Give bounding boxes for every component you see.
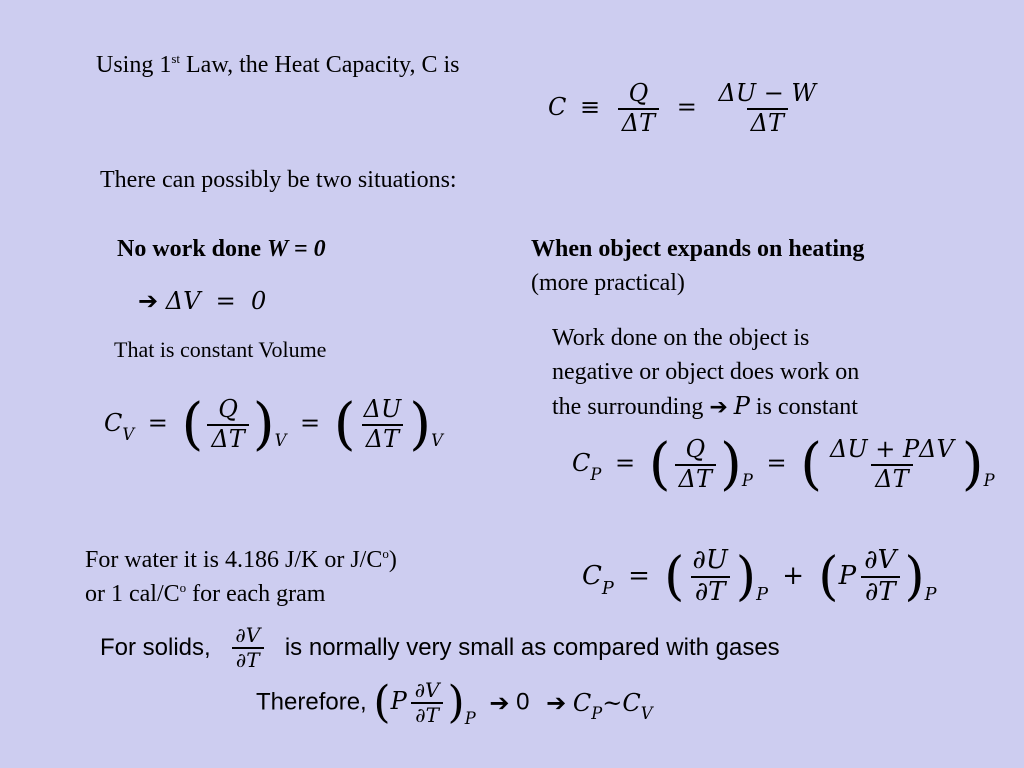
therefore-frac	[411, 679, 444, 727]
cp-frac-1	[675, 436, 716, 493]
cp2-f1-den: ∂T	[691, 576, 730, 608]
cp-f1-den: ΔT	[675, 464, 716, 494]
cv-lhs: C	[104, 409, 123, 437]
def-eq: =	[676, 93, 697, 122]
cp2-frac-1	[688, 546, 731, 608]
work-line-2: negative or object does work on	[552, 359, 860, 385]
constant-volume-text: That is constant Volume	[114, 337, 327, 362]
cv-f1-sub: V	[274, 430, 287, 450]
solids-post: is normally very small as compared with gases	[284, 634, 780, 661]
def-lhs: C	[548, 93, 567, 122]
left-heading-pre: No work done	[117, 236, 268, 262]
cv-f1-num: Q	[218, 394, 238, 423]
heat-capacity-definition	[548, 80, 824, 137]
water-l2-sup: o	[179, 580, 187, 595]
water-l2-post: for each gram	[186, 581, 326, 607]
work-line-3-post: is constant	[749, 394, 858, 420]
intro-pre: Using 1	[96, 52, 172, 78]
def-f2-den: ΔT	[747, 108, 788, 138]
cp2-f1-num: ∂U	[692, 545, 728, 575]
solids-frac-num: ∂V	[235, 623, 261, 647]
cp2-p: P	[838, 560, 857, 591]
def-frac-2	[715, 80, 821, 137]
cp-lhs: C	[572, 449, 591, 477]
therefore-result: C	[572, 688, 592, 717]
water-l1-post: )	[388, 547, 397, 573]
cv-frac-2	[360, 396, 406, 453]
cp2-lhs: C	[582, 560, 602, 591]
def-f2-num: ΔU − W	[718, 79, 817, 107]
cp2-lhs-sub: P	[601, 578, 614, 599]
therefore-zero: 0	[516, 688, 530, 716]
therefore-res2: C	[622, 688, 641, 717]
delta-v-zero	[138, 287, 266, 315]
cv-eq-2: =	[300, 409, 321, 437]
cv-equation: $C_V$ = ( $\frac{Q}{\Delta T}$ )$_V$ = ( $\frac{\Delta U}{\Delta T}$ )$_V$	[104, 392, 443, 457]
intro-text	[96, 42, 459, 82]
cp2-f2-sub: P	[924, 584, 937, 605]
therefore-res-sub1: P	[591, 704, 603, 724]
cp-equation: $C_P$ = ( $\frac{Q}{\Delta T}$ )$_P$ = ( $\frac{\text{ΔU + PΔV}}{\Delta T}$ )$_P$	[572, 432, 995, 497]
intro-sup: st	[171, 51, 181, 66]
def-f1-den: ΔT	[618, 108, 659, 138]
right-arrow-icon: ➔	[489, 688, 510, 717]
work-line-3	[552, 389, 858, 425]
cp2-eq: =	[628, 560, 650, 591]
water-line-2	[85, 571, 325, 611]
cp-f1-num: Q	[685, 434, 706, 463]
work-line-3-pre: the surrounding	[552, 394, 704, 420]
cv-f2-sub: V	[431, 430, 443, 450]
cp-f2-sub: P	[983, 470, 995, 490]
cp-partial-equation: $C_P$ = ( $\frac{\partial U}{\partial T}$ )$_P + (P$ $\frac{\partial V}{\partial T}$ )$_P$	[582, 545, 937, 607]
cv-f1-den: ΔT	[207, 424, 248, 454]
solids-pre: For solids,	[100, 634, 211, 661]
delta-v-expr: ΔV = 0	[165, 287, 267, 315]
cp-lhs-sub: P	[590, 464, 602, 484]
right-heading	[531, 232, 864, 266]
therefore-line: Therefore, (P $\frac{\partial V}{\partial T}$ )$_P$ ➔ 0 ➔ $C_P\sim C_V$	[256, 677, 653, 728]
cp2-f1-sub: P	[756, 584, 768, 605]
cv-f2-num: ΔU	[363, 394, 402, 423]
cp-f1-sub: P	[741, 470, 753, 490]
intro-post: Law, the Heat Capacity, C is	[180, 52, 460, 78]
cp2-plus: +	[782, 560, 805, 591]
therefore-res-sub2: V	[640, 704, 653, 724]
cp2-frac-2	[860, 546, 900, 608]
situations-text: There can possibly be two situations:	[100, 167, 457, 193]
therefore-p: P	[390, 687, 407, 715]
therefore-frac-den: ∂T	[411, 702, 443, 727]
therefore-tilde: ~	[602, 688, 623, 717]
therefore-sub: P	[464, 708, 476, 728]
cp-f2-den: ΔT	[871, 464, 912, 494]
cp-f2-num: ΔU + PΔV	[830, 434, 954, 463]
water-l1-pre: For water it is 4.186 J/K or J/C	[85, 547, 383, 573]
def-frac-1	[618, 80, 659, 137]
work-line-1: Work done on the object is	[552, 325, 810, 351]
cp2-f2-num: ∂V	[864, 545, 897, 575]
solids-line	[100, 624, 780, 672]
water-l1-sup: o	[382, 546, 389, 561]
work-line-3-var: P	[733, 392, 750, 420]
right-arrow-icon: ➔	[546, 688, 567, 717]
left-heading	[117, 232, 326, 266]
right-heading-text: When object expands on heating	[531, 236, 865, 262]
solids-frac	[231, 624, 264, 672]
def-equiv: ≡	[580, 93, 601, 122]
more-practical-text: (more practical)	[531, 270, 685, 296]
cp-frac-2	[826, 436, 958, 493]
left-heading-var: W = 0	[267, 236, 326, 262]
solids-frac-den: ∂T	[232, 647, 264, 672]
cv-f2-den: ΔT	[362, 424, 403, 454]
water-l2-pre: or 1 cal/C	[85, 581, 180, 607]
cp-eq-2: =	[766, 449, 787, 477]
right-arrow-icon: ➔	[138, 287, 159, 315]
cp-eq: =	[615, 449, 636, 477]
therefore-frac-num: ∂V	[414, 677, 440, 702]
cv-frac-1	[207, 396, 248, 453]
right-arrow-icon: ➔	[709, 395, 728, 420]
cv-lhs-sub: V	[122, 424, 135, 444]
therefore-label: Therefore,	[256, 688, 367, 716]
def-f1-num: Q	[628, 79, 649, 107]
cv-eq: =	[147, 409, 168, 437]
cp2-f2-den: ∂T	[861, 576, 900, 608]
